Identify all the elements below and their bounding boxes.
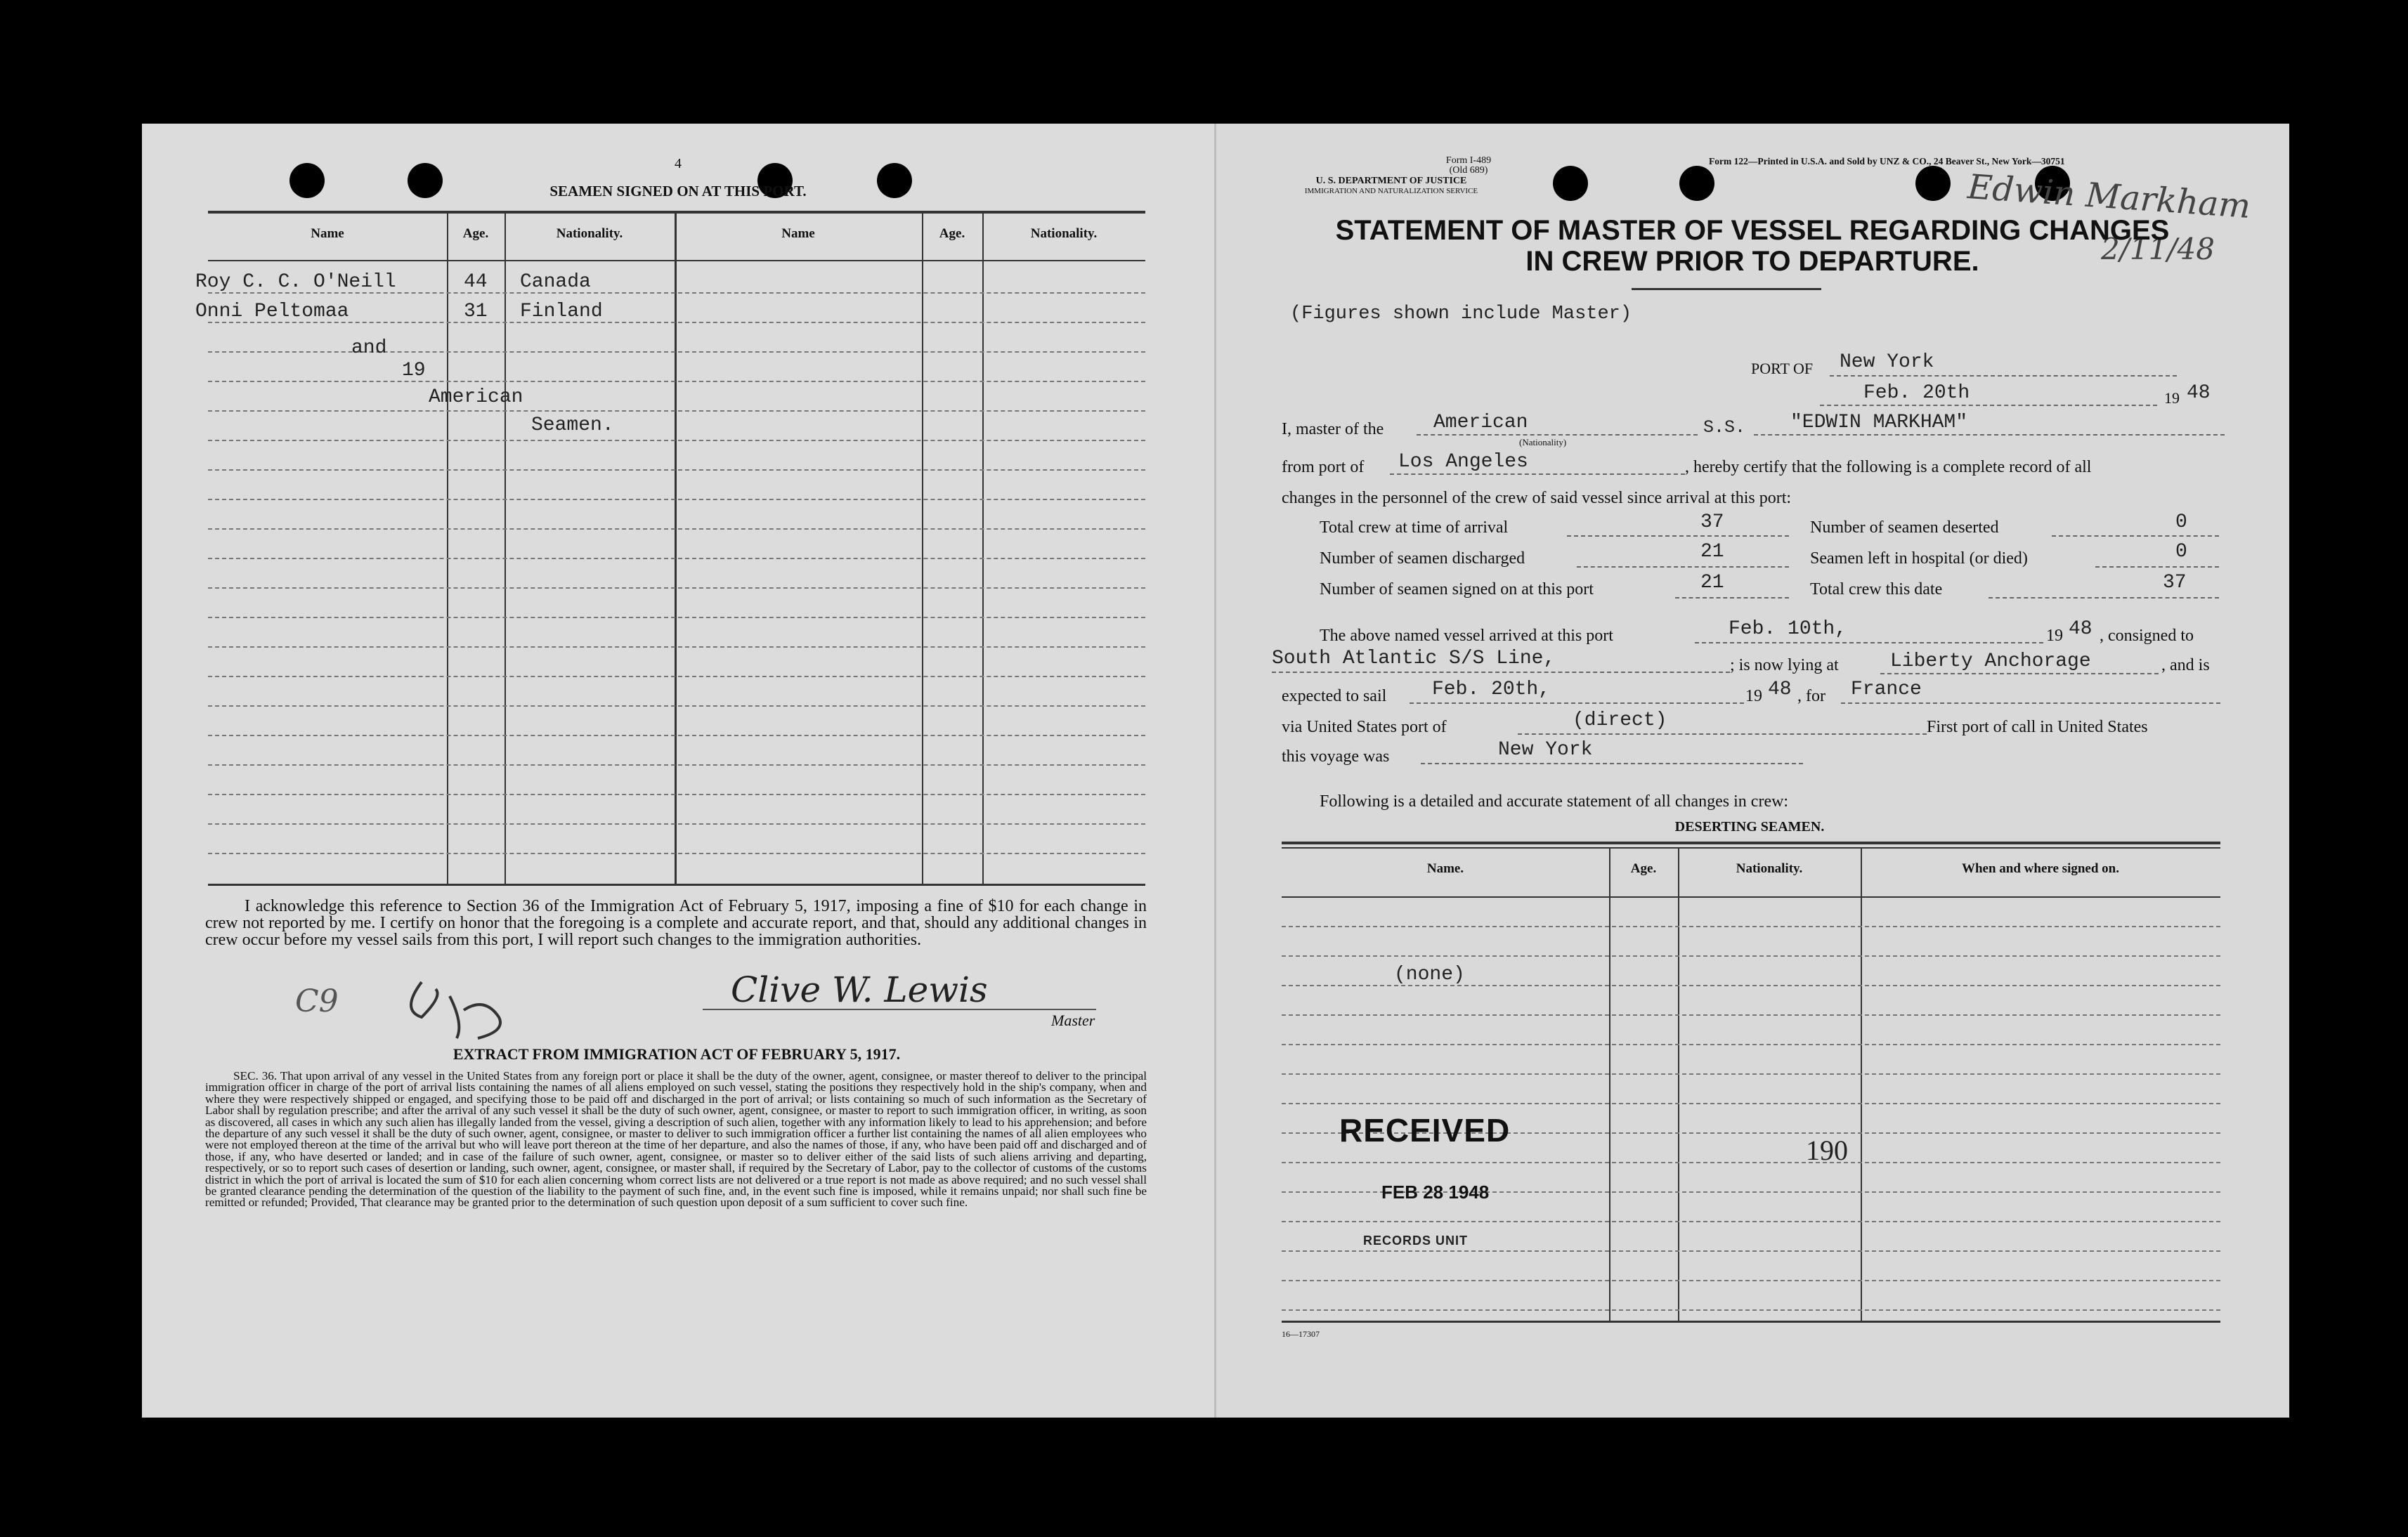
desert-col-age: Age.	[1630, 861, 1657, 876]
certify-text: , hereby certify that the following is a complete record of all	[1685, 458, 2092, 476]
col-header-age: Age.	[939, 226, 965, 241]
title-underline	[1632, 288, 1821, 290]
table-row-line	[208, 499, 1145, 500]
table-cell-name: Roy C. C. O'Neill	[195, 271, 396, 293]
field-line	[2052, 535, 2219, 537]
stat-label: Number of seamen deserted	[1810, 518, 1999, 537]
year-value: 48	[2187, 382, 2211, 404]
table-cell-name: Onni Peltomaa	[195, 301, 349, 322]
lying-label: ; is now lying at	[1730, 656, 1839, 674]
table-rule	[922, 211, 923, 884]
table-rule	[1282, 842, 2220, 844]
port-value: New York	[1840, 351, 1934, 373]
desert-col-nationality: Nationality.	[1736, 861, 1803, 876]
nationality-caption: (Nationality)	[1519, 437, 1567, 447]
field-line	[1390, 473, 1685, 475]
col-header-nationality: Nationality.	[556, 226, 623, 241]
table-row-line	[1282, 926, 2220, 927]
field-line	[1830, 375, 2177, 377]
desert-col-name: Name.	[1426, 861, 1464, 876]
none-value: (none)	[1394, 964, 1465, 986]
note-and: and	[351, 337, 387, 359]
table-row-line	[208, 469, 1145, 471]
table-row-line	[1282, 1073, 2220, 1075]
following-text: Following is a detailed and accurate statement of all changes in crew:	[1320, 792, 1789, 811]
expected-label: expected to sail	[1282, 687, 1387, 705]
stat-label: Total crew at time of arrival	[1320, 518, 1509, 537]
table-rule	[447, 211, 448, 884]
table-row-line	[208, 587, 1145, 589]
via-value: (direct)	[1573, 709, 1667, 731]
table-rule	[208, 884, 1145, 886]
extract-title: EXTRACT FROM IMMIGRATION ACT OF FEBRUARY 5, 1917.	[453, 1045, 901, 1063]
col-header-name: Name	[781, 226, 815, 241]
table-row-line	[208, 823, 1145, 825]
arrived-value: Feb. 10th,	[1729, 618, 1847, 640]
note-count: 19	[402, 360, 426, 381]
acknowledgement-text: I acknowledge this reference to Section 36 of the Immigration Act of February 5, 1917, imposing a fine of $10 for each change in crew not reported by me. I certify on honor that the foregoing is a complete and accurate report, and that, should any additional changes in crew occur before my vessel sails from this port, I will report such changes to the immigration authorities.	[205, 897, 1147, 949]
ss-label: S.S.	[1703, 417, 1746, 438]
via-label: via United States port of	[1282, 718, 1447, 736]
arrived-label: The above named vessel arrived at this port	[1320, 627, 1613, 645]
footer-code: 16—17307	[1282, 1329, 1320, 1339]
arrived-year-prefix: 19	[2046, 627, 2063, 645]
nationality-value: American	[1433, 412, 1528, 433]
table-rule	[675, 211, 677, 884]
field-line	[1577, 566, 1789, 568]
this-voyage-label: this voyage was	[1282, 747, 1390, 766]
field-line	[1421, 763, 1803, 764]
received-stamp: RECEIVED	[1339, 1112, 1511, 1149]
expected-year-prefix: 19	[1745, 687, 1762, 705]
table-rule	[1282, 847, 2220, 849]
table-cell-age: 44	[464, 271, 488, 293]
stat-value: 37	[1700, 511, 1724, 533]
stat-value: 0	[2175, 541, 2187, 563]
table-row-line	[1282, 1309, 2220, 1311]
year-prefix: 19	[2164, 389, 2180, 407]
stamp-unit: RECORDS UNIT	[1363, 1234, 1469, 1248]
field-line	[1675, 597, 1789, 599]
stat-value: 37	[2163, 572, 2187, 594]
stat-label: Number of seamen discharged	[1320, 549, 1525, 568]
table-row-line	[208, 705, 1145, 707]
table-rule	[1678, 847, 1679, 1321]
from-port-value: Los Angeles	[1398, 451, 1528, 473]
initials-signature	[393, 968, 548, 1045]
stat-value: 0	[2175, 511, 2187, 533]
table-cell-nationality: Finland	[520, 301, 603, 322]
punch-hole	[289, 163, 325, 198]
and-is-label: , and is	[2161, 656, 2210, 674]
first-port-label: First port of call in United States	[1927, 718, 2148, 736]
table-row-line	[208, 764, 1145, 766]
col-header-age: Age.	[462, 226, 489, 241]
stat-value: 21	[1700, 541, 1724, 563]
stat-value: 21	[1700, 572, 1724, 594]
field-line	[1272, 672, 1730, 673]
consignee-value: South Atlantic S/S Line,	[1272, 648, 1556, 669]
table-rule	[208, 260, 1145, 261]
field-line	[1989, 597, 2219, 599]
form-number: Form I-489 (Old 689)	[1445, 155, 1492, 176]
field-line	[1417, 434, 1698, 436]
table-row-line	[1282, 1162, 2220, 1163]
field-line	[1695, 642, 2043, 643]
deserting-title: DESERTING SEAMEN.	[1674, 819, 1825, 835]
stat-label: Total crew this date	[1810, 580, 1943, 599]
for-label: , for	[1797, 687, 1825, 705]
table-rule	[208, 211, 1145, 214]
ship-name: "EDWIN MARKHAM"	[1790, 412, 1968, 433]
stat-label: Seamen left in hospital (or died)	[1810, 549, 2028, 568]
table-row-line	[208, 558, 1145, 559]
table-row-line	[208, 676, 1145, 677]
col-header-name: Name	[311, 226, 344, 241]
table-rule	[505, 211, 506, 884]
table-row-line	[208, 528, 1145, 530]
table-row-line	[208, 617, 1145, 618]
master-label: Master	[1051, 1012, 1095, 1029]
table-row-line	[208, 351, 1145, 353]
field-line	[2095, 566, 2219, 568]
stamp-date: FEB 28 1948	[1381, 1182, 1490, 1203]
extract-text: SEC. 36. That upon arrival of any vessel in the United States from any foreign port or place it shall be the duty of the owner, agent, consignee, or master thereof to deliver to the principal immigration officer in charge of the port of arrival lists containing the names of all aliens employed on such vessel, stating the positions they respectively hold in the ship's company, when and where they were respectively shipped or engaged, and specifying those to be paid off and discharged in the port of arrival; or lists containing so much of such information as the Secretary of Labor shall by regulation prescribe; and after the arrival of any such vessel it shall be the duty of such owner, agent, consignee, or master to report to such immigration officer, in writing, as soon as discovered, all cases in which any such alien has illegally landed from the vessel, giving a description of such alien, together with any information likely to lead to his apprehension; and before the departure of any such vessel it shall be the duty of such owner, agent, consignee, or master to deliver to such immigration officer a further list containing the names of all alien employees who were not employed thereon at the time of the arrival but who will leave port thereon at the time of her departure, and also the names of those, if any, who have been paid off and discharged and of those, if any, who have deserted or landed; and in case of the failure of such owner, agent, consignee, or master so to deliver either of the said lists of such aliens arriving and departing, respectively, or so to report such cases of desertion or landing, such owner, agent, consignee, or master shall, if required by the Secretary of Labor, pay to the collector of customs of the customs district in which the port of arrival is located the sum of $10 for each alien concerning whom correct lists are not delivered or a true report is not made as above required; and no such vessel shall be granted clearance pending the determination of the question of the liability to the payment of such fine, and, in the event such fine is imposed, while it remains unpaid; nor shall such fine be remitted or refunded; Provided, That clearance may be granted prior to the determination of such question upon deposit of a sum sufficient to cover such fine.	[205, 1069, 1147, 1210]
figures-note: (Figures shown include Master)	[1290, 303, 1632, 325]
page-fold	[1214, 124, 1216, 1418]
table-row-line	[1282, 1103, 2220, 1104]
for-value: France	[1851, 679, 1922, 700]
from-port-label: from port of	[1282, 458, 1365, 476]
signature-line	[703, 1009, 1096, 1010]
this-voyage-value: New York	[1498, 739, 1593, 761]
table-row-line	[1282, 955, 2220, 957]
table-rule	[1282, 1321, 2220, 1323]
consigned-label: , consigned to	[2100, 627, 2194, 645]
table-row-line	[1282, 1044, 2220, 1045]
field-line	[1820, 405, 2157, 406]
table-row-line	[1282, 1280, 2220, 1281]
desert-col-signed-on: When and where signed on.	[1961, 861, 2119, 876]
table-row-line	[208, 410, 1145, 412]
title-line-2: IN CREW PRIOR TO DEPARTURE.	[1525, 246, 1979, 277]
section-title: SEAMEN SIGNED ON AT THIS PORT.	[549, 183, 807, 200]
stat-label: Number of seamen signed on at this port	[1320, 580, 1594, 599]
master-of-label: I, master of the	[1282, 420, 1384, 438]
department: U. S. DEPARTMENT OF JUSTICE	[1315, 176, 1467, 186]
table-row-line	[208, 381, 1145, 382]
expected-value: Feb. 20th,	[1432, 679, 1551, 700]
field-line	[1841, 702, 2220, 704]
table-row-line	[1282, 1221, 2220, 1222]
title-line-1: STATEMENT OF MASTER OF VESSEL REGARDING CHANGES	[1335, 215, 2170, 246]
stamp-number: 190	[1806, 1134, 1848, 1166]
date-value: Feb. 20th	[1863, 382, 1970, 404]
expected-year: 48	[1768, 679, 1792, 700]
field-line	[1754, 434, 2225, 436]
punch-hole	[1915, 166, 1951, 201]
handwritten-date: 2/11/48	[2101, 232, 2215, 266]
port-label: PORT OF	[1751, 360, 1814, 377]
printer-note: Form 122—Printed in U.S.A. and Sold by UNZ & CO., 24 Beaver St., New York—30751	[1709, 156, 2065, 166]
field-line	[1880, 673, 2159, 674]
table-cell-nationality: Canada	[520, 271, 591, 293]
table-row-line	[208, 853, 1145, 854]
note-american: American	[429, 386, 523, 408]
table-rule	[982, 211, 984, 884]
table-rule	[1861, 847, 1862, 1321]
page-number: 4	[675, 156, 682, 171]
table-row-line	[208, 646, 1145, 648]
arrived-year: 48	[2069, 618, 2093, 640]
initials-scribble: C9	[295, 983, 339, 1019]
table-rule	[1609, 847, 1610, 1321]
table-rule	[1282, 896, 2220, 898]
master-signature: Clive W. Lewis	[731, 969, 988, 1010]
field-line	[1567, 535, 1789, 537]
handwritten-vessel-name: Edwin Markham	[1966, 167, 2252, 226]
punch-hole	[1679, 166, 1714, 201]
lying-value: Liberty Anchorage	[1890, 650, 2091, 672]
col-header-nationality: Nationality.	[1030, 226, 1098, 241]
table-row-line	[208, 735, 1145, 736]
changes-text: changes in the personnel of the crew of said vessel since arrival at this port:	[1282, 489, 1792, 507]
table-row-line	[1282, 1250, 2220, 1252]
table-cell-age: 31	[464, 301, 488, 322]
table-row-line	[208, 794, 1145, 795]
field-line	[1518, 733, 1927, 735]
table-row-line	[1282, 1014, 2220, 1016]
field-line	[1410, 702, 1744, 704]
note-seamen: Seamen.	[531, 414, 614, 436]
service: IMMIGRATION AND NATURALIZATION SERVICE	[1304, 187, 1478, 195]
table-row-line	[208, 440, 1145, 441]
